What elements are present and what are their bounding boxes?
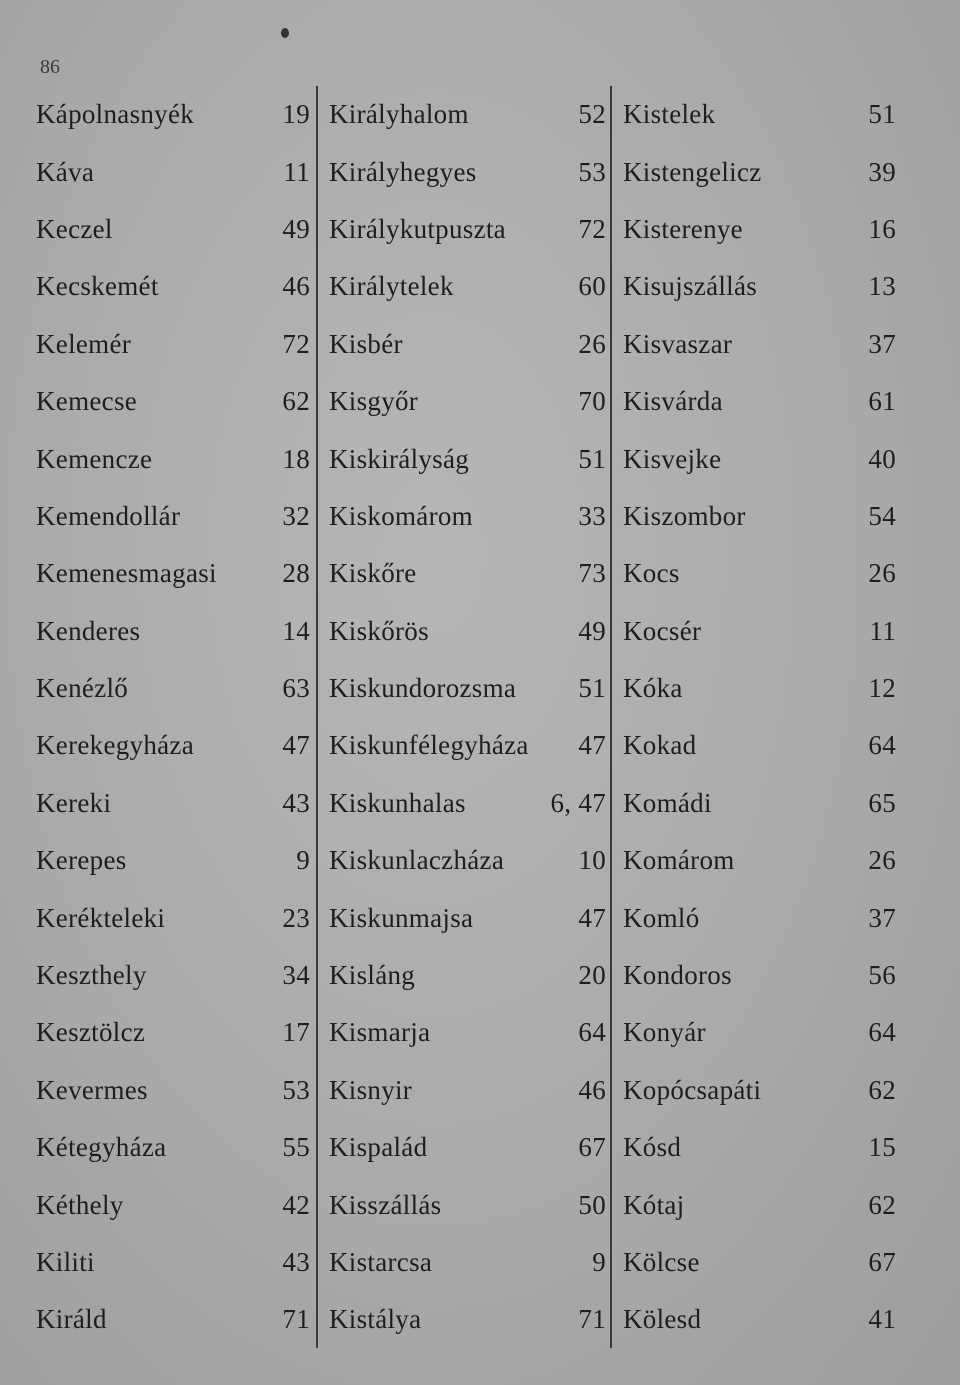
index-entry [318,1234,610,1291]
place-name: Kiskőre [329,558,417,589]
page-reference: 47 [578,902,606,933]
index-entry [318,316,610,373]
place-name: Kocs [623,558,680,589]
place-name: Kenézlő [36,673,129,704]
page-reference: 20 [578,960,606,991]
page-reference: 33 [578,500,606,531]
place-name: Királytelek [329,271,454,302]
index-entry [612,775,902,832]
place-name: Kecskemét [36,271,159,302]
index-entry [36,717,314,774]
index-column-2 [316,86,610,1348]
place-name: Kiskunfélegyháza [329,730,529,761]
index-entry [318,660,610,717]
index-entry [612,1176,902,1233]
page-reference: 46 [578,1074,606,1105]
index-entry [36,430,314,487]
index-entry [318,373,610,430]
page-reference: 71 [282,1304,310,1335]
place-name: Kevermes [36,1074,148,1105]
page-reference: 26 [868,845,896,876]
page-reference: 62 [868,1074,896,1105]
place-name: Kiskomárom [329,500,473,531]
page-reference: 62 [282,386,310,417]
place-name: Kiszombor [623,500,746,531]
place-name: Kiskunmajsa [329,902,474,933]
index-entry [318,1062,610,1119]
page-reference: 47 [578,730,606,761]
page-reference: 16 [868,213,896,244]
place-name: Kisláng [329,960,416,991]
index-entry [318,603,610,660]
page-reference: 37 [868,328,896,359]
page-reference: 65 [868,787,896,818]
place-name: Komádi [623,787,712,818]
page-reference: 50 [578,1189,606,1220]
place-name: Kisbér [329,328,403,359]
place-name: Kisujszállás [623,271,758,302]
place-name: Keszthely [36,960,147,991]
page-reference: 46 [282,271,310,302]
ink-dot [281,28,289,38]
page-reference: 34 [282,960,310,991]
place-name: Kistengelicz [623,156,762,187]
place-name: Kopócsapáti [623,1074,762,1105]
page-reference: 9 [592,1247,606,1277]
index-entry [36,889,314,946]
index-entry [318,775,610,832]
place-name: Komló [623,902,700,933]
page-number: 86 [40,56,60,78]
place-name: Kerékteleki [36,902,166,933]
place-name: Kismarja [329,1017,431,1048]
page-reference: 19 [282,99,310,130]
index-entry [318,86,610,143]
place-name: Kóka [623,673,683,704]
page-reference: 64 [868,1017,896,1048]
place-name: Keczel [36,213,113,244]
page-reference: 10 [578,845,606,876]
index-entry [318,1119,610,1176]
place-name: Kisnyir [329,1074,413,1105]
place-name: Komárom [623,845,735,876]
index-column-3 [610,86,902,1348]
place-name: Kiliti [36,1247,95,1277]
index-entry [612,545,902,602]
place-name: Kétegyháza [36,1132,167,1163]
place-name: Kisvárda [623,386,723,417]
index-entry [36,947,314,1004]
place-name: Kokad [623,730,697,761]
index-entry [612,201,902,258]
index-entry [36,86,314,143]
page-reference: 18 [282,443,310,474]
place-name: Kisvaszar [623,328,733,359]
index-entry [318,1176,610,1233]
page-reference: 73 [578,558,606,589]
place-name: Kelemér [36,328,132,359]
place-name: Kisvejke [623,443,722,474]
index-entry [612,430,902,487]
place-name: Kemenesmagasi [36,558,217,589]
index-entry [612,1119,902,1176]
page-reference: 51 [578,673,606,704]
index-entry [612,373,902,430]
place-name: Kerekegyháza [36,730,194,761]
index-entry [36,488,314,545]
page-reference: 61 [868,386,896,417]
page-reference: 26 [578,328,606,359]
index-entry [36,1176,314,1233]
index-entry [612,258,902,315]
index-entry [318,143,610,200]
place-name: Kispalád [329,1132,428,1163]
page-reference: 71 [578,1304,606,1335]
page-reference: 62 [868,1189,896,1220]
index-entry [612,488,902,545]
place-name: Konyár [623,1017,706,1048]
page-reference: 42 [282,1189,310,1220]
place-name: Kiskőrös [329,615,429,646]
place-name: Királykutpuszta [329,213,506,244]
index-entry [612,832,902,889]
page-reference: 9 [296,845,310,876]
place-name: Kerepes [36,845,127,876]
index-entry [612,603,902,660]
page-reference: 43 [282,1247,310,1277]
place-name: Kocsér [623,615,702,646]
page-reference: 54 [868,500,896,531]
page-reference: 26 [868,558,896,589]
page-reference: 32 [282,500,310,531]
place-name: Kereki [36,787,112,818]
page-reference: 49 [282,213,310,244]
index-entry [318,488,610,545]
page-reference: 53 [578,156,606,187]
page-reference: 6, 47 [550,787,606,818]
page-reference: 67 [868,1247,896,1277]
page-reference: 15 [868,1132,896,1163]
place-name: Kisgyőr [329,386,419,417]
index-entry [318,1004,610,1061]
place-name: Kemendollár [36,500,181,531]
index-entry [36,316,314,373]
page-reference: 11 [869,615,896,646]
page-reference: 17 [282,1017,310,1048]
page-reference: 55 [282,1132,310,1163]
index-entry [36,775,314,832]
place-name: Káva [36,156,95,187]
place-name: Kistelek [623,99,716,130]
place-name: Kölesd [623,1304,702,1335]
index-entry [612,947,902,1004]
page-reference: 37 [868,902,896,933]
place-name: Kölcse [623,1247,700,1277]
index-entry [36,201,314,258]
place-name: Kiskunhalas [329,787,466,818]
index-entry [612,1291,902,1348]
page-reference: 13 [868,271,896,302]
page-reference: 67 [578,1132,606,1163]
index-entry [612,1234,902,1291]
page-reference: 70 [578,386,606,417]
place-name: Királd [36,1304,107,1335]
index-entry [318,430,610,487]
index-entry [36,258,314,315]
place-name: Királyhalom [329,99,469,130]
index-entry [318,545,610,602]
page-reference: 72 [282,328,310,359]
index-entry [36,603,314,660]
page-reference: 53 [282,1074,310,1105]
place-name: Kistálya [329,1304,422,1335]
index-entry [36,1062,314,1119]
page-reference: 51 [578,443,606,474]
index-entry [612,86,902,143]
index-entry [318,889,610,946]
place-name: Kiskirályság [329,443,470,474]
index-entry [36,1004,314,1061]
index-entry [36,143,314,200]
index-entry [36,373,314,430]
page-reference: 49 [578,615,606,646]
place-name: Kenderes [36,615,141,646]
place-name: Kisterenye [623,213,743,244]
index-entry [318,201,610,258]
index-entry [612,889,902,946]
page-reference: 64 [868,730,896,761]
page-reference: 51 [868,99,896,130]
page-reference: 14 [282,615,310,646]
index-entry [36,1234,314,1291]
index-entry [318,258,610,315]
index-entry [612,717,902,774]
index-entry [318,832,610,889]
page-reference: 43 [282,787,310,818]
page-reference: 12 [868,673,896,704]
place-name: Kósd [623,1132,682,1163]
place-name: Kiskunlaczháza [329,845,505,876]
place-name: Királyhegyes [329,156,477,187]
index-entry [36,545,314,602]
page-reference: 52 [578,99,606,130]
page-reference: 72 [578,213,606,244]
page-reference: 39 [868,156,896,187]
index-entry [36,660,314,717]
index-entry [318,947,610,1004]
page-reference: 41 [868,1304,896,1335]
index-column-1 [36,86,314,1349]
page-reference: 47 [282,730,310,761]
page-reference: 23 [282,902,310,933]
place-name: Kistarcsa [329,1247,433,1277]
index-entry [612,1062,902,1119]
index-entry [36,1291,314,1348]
place-name: Kápolnasnyék [36,99,195,130]
index-entry [318,717,610,774]
page-reference: 11 [283,156,310,187]
place-name: Kótaj [623,1189,685,1220]
index-entry [612,316,902,373]
page-reference: 40 [868,443,896,474]
place-name: Kiskundorozsma [329,673,517,704]
place-name: Kondoros [623,960,732,991]
place-name: Kéthely [36,1189,124,1220]
index-entry [36,832,314,889]
place-name: Kisszállás [329,1189,442,1220]
place-name: Kemecse [36,386,138,417]
place-name: Kemencze [36,443,153,474]
page-reference: 28 [282,558,310,589]
page-reference: 56 [868,960,896,991]
index-entry [612,143,902,200]
page-reference: 64 [578,1017,606,1048]
page-reference: 63 [282,673,310,704]
index-entry [612,1004,902,1061]
index-entry [36,1119,314,1176]
index-entry [318,1291,610,1348]
place-name: Kesztölcz [36,1017,146,1048]
index-entry [612,660,902,717]
page-reference: 60 [578,271,606,302]
